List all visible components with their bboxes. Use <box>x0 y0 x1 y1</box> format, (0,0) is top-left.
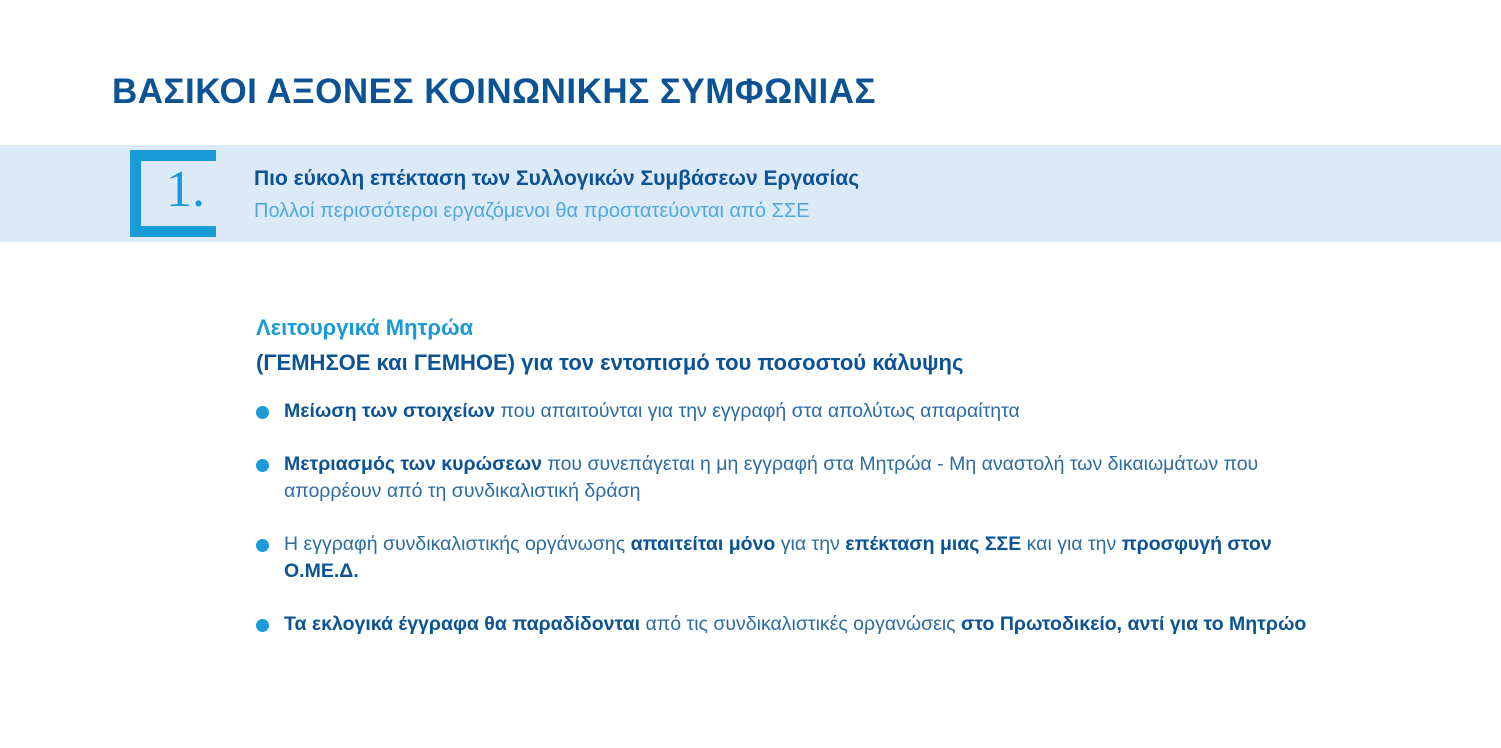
list-item <box>256 451 1341 505</box>
content-subtitle-secondary: (ΓΕΜΗΣΟΕ και ΓΕΜΗΟΕ) για τον εντοπισμό του ποσοστού κάλυψης <box>256 350 964 375</box>
bullet-dot-icon <box>256 406 269 419</box>
bullet-list <box>256 398 1341 663</box>
section-heading: Πιο εύκολη επέκταση των Συλλογικών Συμβάσεων Εργασίας <box>254 167 860 190</box>
list-item-text: Τα εκλογικά έγγραφα θα παραδίδονται από τις συνδικαλιστικές οργανώσεις στο Πρωτοδικείο, αντί για το Μητρώο <box>284 612 1307 635</box>
section-banner <box>0 145 1501 242</box>
list-item <box>256 531 1341 585</box>
bullet-dot-icon <box>256 539 269 552</box>
page-title: ΒΑΣΙΚΟΙ ΑΞΟΝΕΣ ΚΟΙΝΩΝΙΚΗΣ ΣΥΜΦΩΝΙΑΣ <box>112 72 877 111</box>
content-subtitle-primary: Λειτουργικά Μητρώα <box>256 315 474 340</box>
bullet-dot-icon <box>256 619 269 632</box>
section-number-badge <box>130 150 216 237</box>
list-item-text: Μετριασμός των κυρώσεων που συνεπάγεται η μη εγγραφή στα Μητρώα - Μη αναστολή των δικαιωμάτων που απορρέουν από τη συνδικαλιστική δράση <box>284 452 1259 502</box>
list-item-text: Η εγγραφή συνδικαλιστικής οργάνωσης απαιτείται μόνο για την επέκταση μιας ΣΣΕ και για την προσφυγή στον Ο.ΜΕ.Δ. <box>284 532 1272 582</box>
bullet-dot-icon <box>256 459 269 472</box>
list-item <box>256 398 1341 425</box>
list-item <box>256 611 1341 638</box>
section-subheading: Πολλοί περισσότεροι εργαζόμενοι θα προστατεύονται από ΣΣΕ <box>254 200 810 222</box>
list-item-text: Μείωση των στοιχείων που απαιτούνται για την εγγραφή στα απολύτως απαραίτητα <box>284 400 1020 422</box>
section-number-label: 1. <box>166 161 205 218</box>
